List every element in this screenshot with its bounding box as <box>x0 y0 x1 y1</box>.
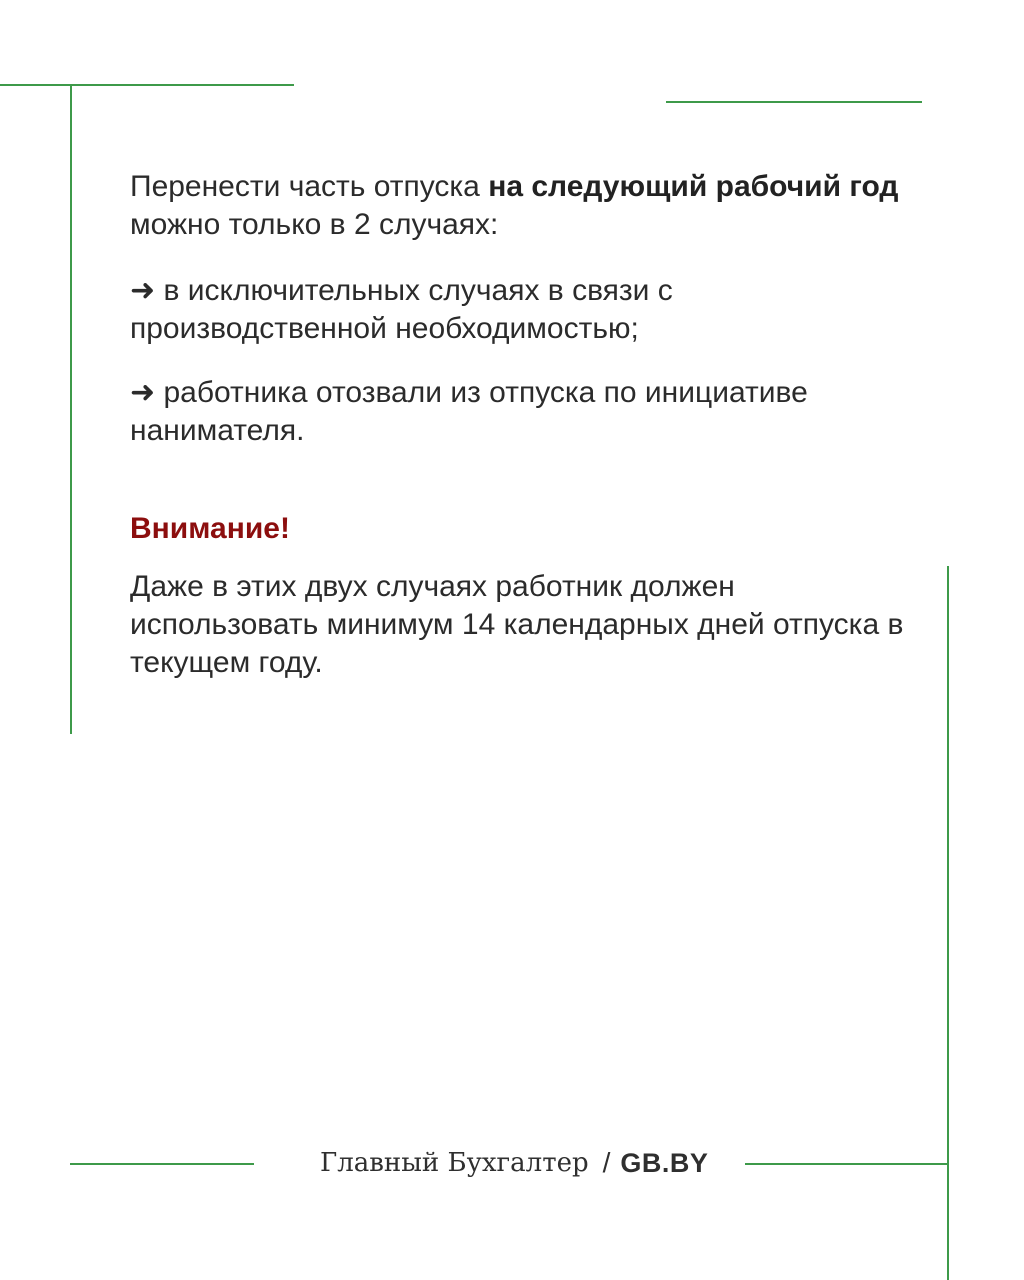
arrow-right-icon: ➜ <box>130 274 156 307</box>
footer-separator: / <box>602 1147 611 1178</box>
frame-line-bottom-right <box>745 1163 948 1165</box>
footer-brand: Главный Бухгалтер <box>320 1148 589 1178</box>
arrow-right-icon: ➜ <box>130 376 156 409</box>
intro-text-after: можно только в 2 случаях: <box>130 208 499 241</box>
frame-line-top-left <box>0 84 294 86</box>
case-item-1 <box>130 272 910 348</box>
frame-line-top-right <box>666 101 922 103</box>
footer-site: GB.BY <box>620 1147 709 1178</box>
main-content <box>130 168 910 682</box>
footer-logo <box>320 1146 708 1180</box>
attention-heading: Внимание! <box>130 512 290 545</box>
attention-paragraph: Даже в этих двух случаях работник должен использовать минимум 14 календарных дней отпуска в текущем году. <box>130 570 904 679</box>
intro-text-before: Перенести часть отпуска <box>130 170 489 203</box>
case-text-1: в исключительных случаях в связи с производственной необходимостью; <box>130 274 673 345</box>
frame-line-left-vertical <box>70 84 72 734</box>
frame-line-right-vertical <box>947 566 949 1280</box>
intro-paragraph <box>130 168 910 244</box>
intro-bold-text: на следующий рабочий год <box>488 170 899 203</box>
frame-line-bottom-left <box>70 1163 254 1165</box>
case-text-2: работника отозвали из отпуска по инициативе нанимателя. <box>130 376 808 447</box>
case-item-2 <box>130 374 910 450</box>
